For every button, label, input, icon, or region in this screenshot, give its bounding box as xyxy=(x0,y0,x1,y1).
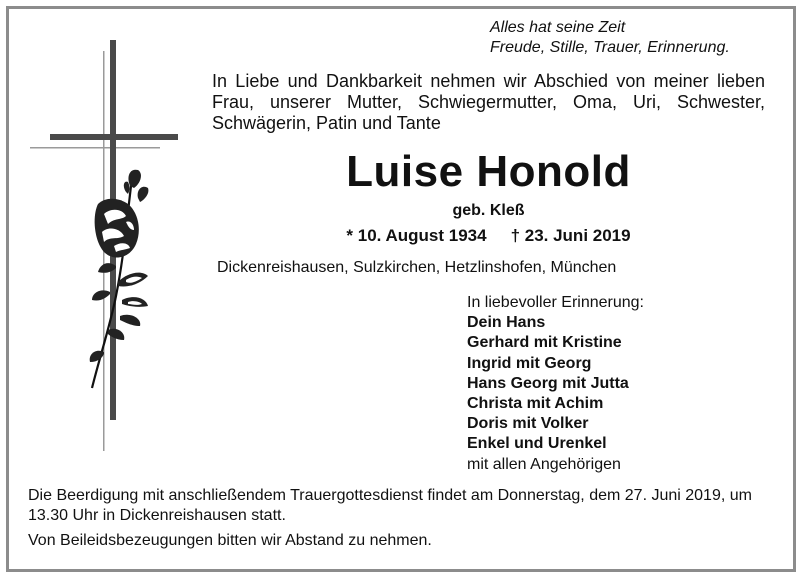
epigraph xyxy=(490,18,730,58)
mourner: Gerhard mit Kristine xyxy=(467,334,622,352)
places: Dickenreishausen, Sulzkirchen, Hetzlinshofen, München xyxy=(217,259,617,276)
mourner: Ingrid mit Georg xyxy=(467,354,592,372)
closing-note: Von Beileidsbezeugungen bitten wir Abstand zu nehmen. xyxy=(28,532,432,549)
relatives-line: mit allen Angehörigen xyxy=(467,455,621,473)
deceased-name: Luise Honold xyxy=(346,147,631,196)
funeral-info: Die Beerdigung mit anschließendem Trauergottesdienst findet am Donnerstag, dem 27. Juni 2019, um 13.30 Uhr in Dickenreishausen statt. xyxy=(28,487,752,524)
mourners-list xyxy=(467,293,644,475)
death-date: † 23. Juni 2019 xyxy=(510,226,631,245)
life-dates xyxy=(212,226,765,246)
mourner: Dein Hans xyxy=(467,314,546,332)
epigraph-line-2: Freude, Stille, Trauer, Erinnerung. xyxy=(490,39,730,56)
birth-date: * 10. August 1934 xyxy=(346,226,487,245)
epigraph-line-1: Alles hat seine Zeit xyxy=(490,19,626,36)
mourner: Enkel und Urenkel xyxy=(467,435,607,453)
cross-with-rose-icon xyxy=(30,36,180,466)
mourner: Christa mit Achim xyxy=(467,395,604,413)
mourner: Doris mit Volker xyxy=(467,415,589,433)
birth-name: geb. Kleß xyxy=(452,202,525,219)
intro-text: In Liebe und Dankbarkeit nehmen wir Abschied von meiner lieben Frau, unserer Mutter, Schwiegermutter, Oma, Uri, Schwester, Schwägerin, Patin und Tante xyxy=(212,71,765,133)
memory-heading: In liebevoller Erinnerung: xyxy=(467,294,644,311)
mourner: Hans Georg mit Jutta xyxy=(467,374,629,392)
